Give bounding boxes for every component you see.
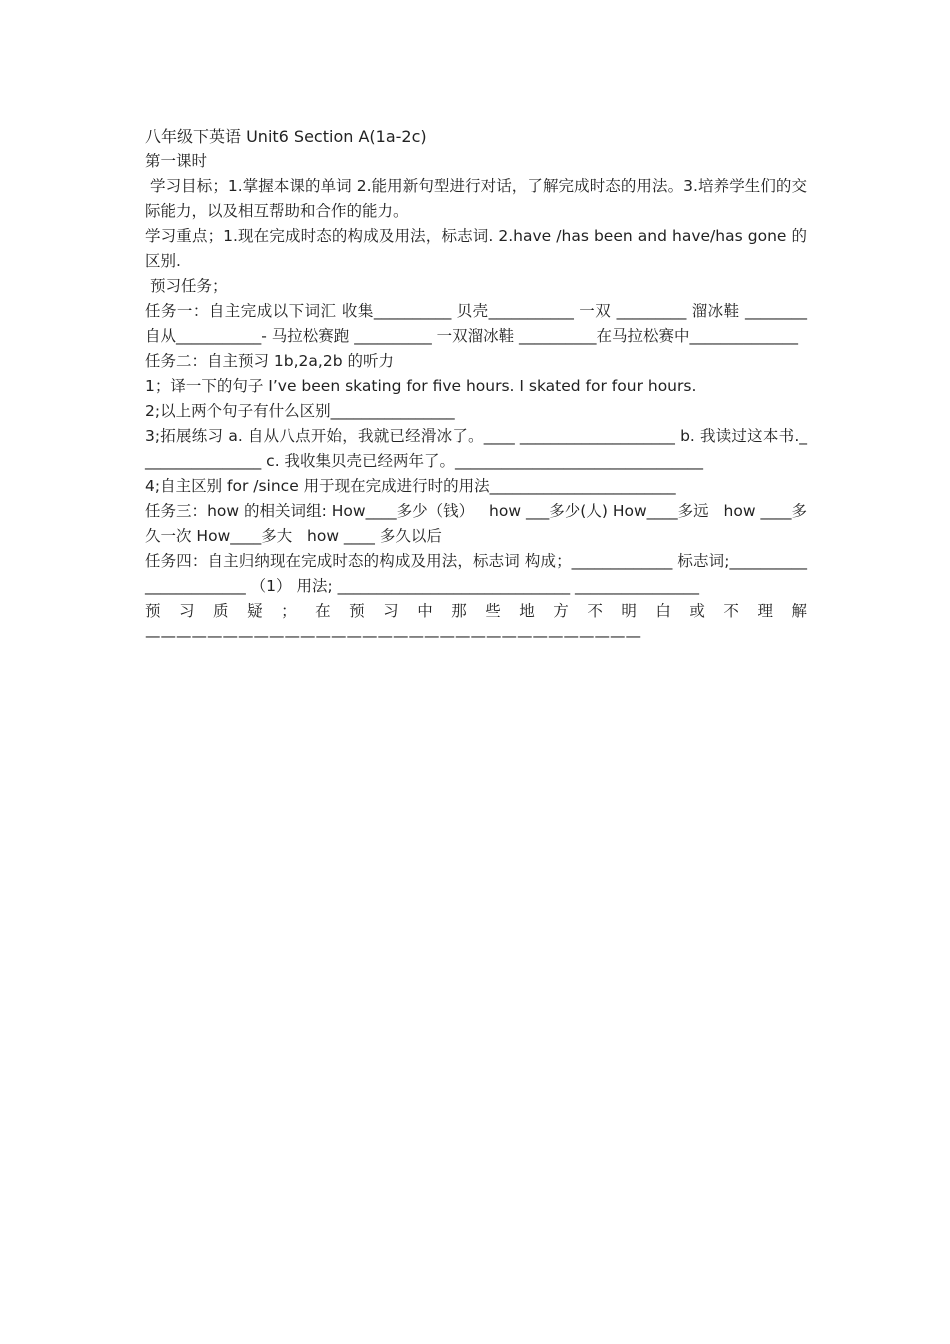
task-one: 任务一：自主完成以下词汇 收集__________ 贝壳___________ 一双 _________ 溜冰鞋 ________ 自从___________- 马拉松赛跑 __________ 一双溜冰鞋 __________在马拉松赛中______________ bbox=[145, 302, 812, 345]
document-title: 八年级下英语 Unit6 Section A(1a-2c) bbox=[145, 127, 427, 146]
task-four: 任务四：自主归纳现在完成时态的构成及用法，标志词 构成；_____________ 标志词;_______________________ （1） 用法; ______________________________ ________________ bbox=[145, 552, 807, 595]
task-three: 任务三：how 的相关词组: How____多少（钱） how ___多少(人) How____多远 how ____多久一次 How____多大 how ____ 多久以后 bbox=[145, 502, 807, 545]
lesson-label: 第一课时 bbox=[145, 152, 208, 170]
preview-tasks-heading: 预习任务； bbox=[145, 277, 228, 295]
worksheet-document bbox=[145, 124, 812, 649]
key-points: 学习重点；1.现在完成时态的构成及用法，标志词. 2.have /has been and have/has gone 的区别. bbox=[145, 227, 807, 270]
question-4: 4;自主区别 for /since 用于现在完成进行时的用法________________________ bbox=[145, 477, 676, 495]
question-2: 2;以上两个句子有什么区别________________ bbox=[145, 402, 455, 420]
task-two: 任务二：自主预习 1b,2a,2b 的听力 bbox=[145, 352, 394, 370]
question-1: 1；译一下的句子 I’ve been skating for five hours. I skated for four hours. bbox=[145, 377, 697, 395]
learning-objectives: 学习目标；1.掌握本课的单词 2.能用新句型进行对话，了解完成时态的用法。3.培养学生们的交际能力，以及相互帮助和合作的能力。 bbox=[145, 177, 807, 220]
question-3: 3;拓展练习 a. 自从八点开始，我就已经滑冰了。____ ____________________ b. 我读过这本书.________________ c. 我收集贝壳已经两年了。________________________________ bbox=[145, 427, 807, 470]
preview-questions: 预习质疑；在预习中那些地方不明白或不理解 ———————————————————————————————— bbox=[145, 602, 812, 645]
